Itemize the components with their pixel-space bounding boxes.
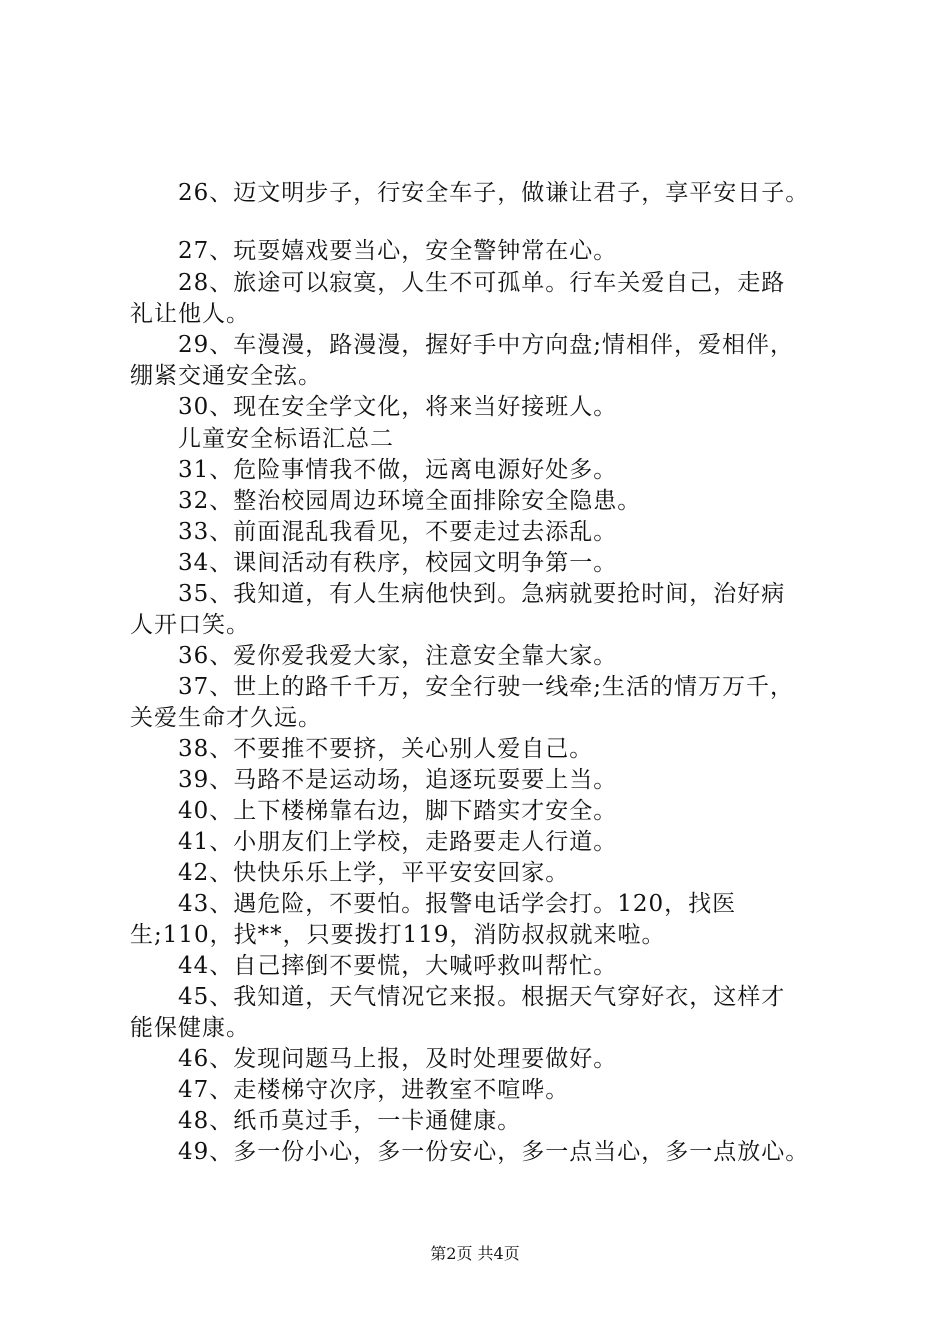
slogan-33: 33、前面混乱我看见，不要走过去添乱。 <box>178 519 618 545</box>
section-heading: 儿童安全标语汇总二 <box>178 426 394 452</box>
slogan-45-cont: 能保健康。 <box>130 1015 250 1041</box>
slogan-45: 45、我知道，天气情况它来报。根据天气穿好衣，这样才 <box>178 984 786 1010</box>
slogan-31: 31、危险事情我不做，远离电源好处多。 <box>178 457 618 483</box>
slogan-40: 40、上下楼梯靠右边，脚下踏实才安全。 <box>178 798 618 824</box>
slogan-38: 38、不要推不要挤，关心别人爱自己。 <box>178 736 594 762</box>
slogan-27: 27、玩耍嬉戏要当心，安全警钟常在心。 <box>178 238 618 264</box>
slogan-28: 28、旅途可以寂寞，人生不可孤单。行车关爱自己，走路 <box>178 270 786 296</box>
slogan-43-cont: 生;110，找**，只要拨打119，消防叔叔就来啦。 <box>130 922 666 948</box>
slogan-28-cont: 礼让他人。 <box>130 301 250 327</box>
slogan-35: 35、我知道，有人生病他快到。急病就要抢时间，治好病 <box>178 581 786 607</box>
slogan-41: 41、小朋友们上学校，走路要走人行道。 <box>178 829 618 855</box>
slogan-35-cont: 人开口笑。 <box>130 612 250 638</box>
slogan-44: 44、自己摔倒不要慌，大喊呼救叫帮忙。 <box>178 953 618 979</box>
slogan-34: 34、课间活动有秩序，校园文明争第一。 <box>178 550 618 576</box>
slogan-32: 32、整治校园周边环境全面排除安全隐患。 <box>178 488 642 514</box>
slogan-47: 47、走楼梯守次序，进教室不喧哗。 <box>178 1077 570 1103</box>
slogan-46: 46、发现问题马上报，及时处理要做好。 <box>178 1046 618 1072</box>
page-footer: 第2页 共4页 <box>430 1244 520 1263</box>
slogan-42: 42、快快乐乐上学，平平安安回家。 <box>178 860 570 886</box>
slogan-29: 29、车漫漫，路漫漫，握好手中方向盘;情相伴，爱相伴， <box>178 332 795 358</box>
slogan-37: 37、世上的路千千万，安全行驶一线牵;生活的情万万千， <box>178 674 795 700</box>
slogan-29-cont: 绷紧交通安全弦。 <box>130 363 322 389</box>
slogan-48: 48、纸币莫过手，一卡通健康。 <box>178 1108 522 1134</box>
slogan-26: 26、迈文明步子，行安全车子，做谦让君子，享平安日子。 <box>178 180 810 206</box>
slogan-36: 36、爱你爱我爱大家，注意安全靠大家。 <box>178 643 618 669</box>
slogan-49: 49、多一份小心，多一份安心，多一点当心，多一点放心。 <box>178 1139 810 1165</box>
slogan-43: 43、遇危险，不要怕。报警电话学会打。120，找医 <box>178 891 737 917</box>
slogan-37-cont: 关爱生命才久远。 <box>130 705 322 731</box>
slogan-30: 30、现在安全学文化，将来当好接班人。 <box>178 394 618 420</box>
slogan-39: 39、马路不是运动场，追逐玩耍要上当。 <box>178 767 618 793</box>
